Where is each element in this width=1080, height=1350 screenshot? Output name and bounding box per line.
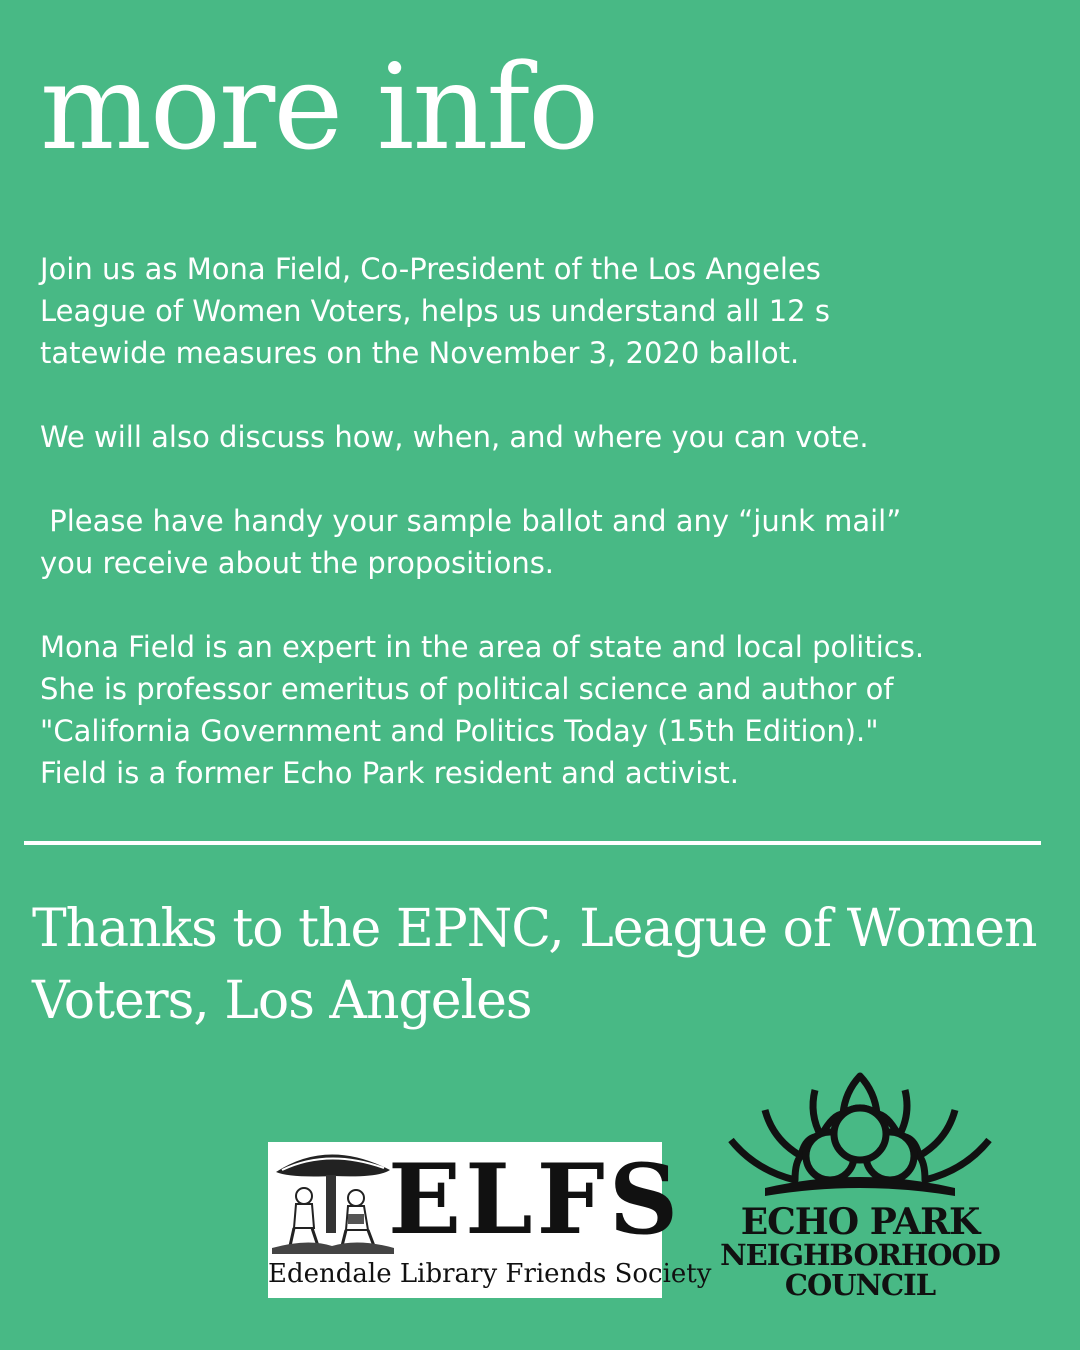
paragraph-sample-ballot (40, 500, 1050, 584)
page-title: more info (40, 38, 598, 176)
elfs-logo (268, 1142, 712, 1298)
lotus-flower-icon (725, 1070, 995, 1206)
text-line: "California Government and Politics Today (15th Edition)." (40, 714, 879, 748)
epnc-logo-text (715, 1201, 1005, 1302)
thanks-text (32, 893, 1052, 1037)
thanks-line: Thanks to the EPNC, League of Women (32, 899, 1037, 959)
divider (24, 841, 1041, 845)
text-line: tatewide measures on the November 3, 2020 ballot. (40, 336, 800, 370)
paragraph-speaker-bio (40, 626, 1050, 794)
text-line: League of Women Voters, helps us understand all 12 s (40, 294, 830, 328)
text-line: She is professor emeritus of political science and author of (40, 672, 894, 706)
text-line: Field is a former Echo Park resident and activist. (40, 756, 739, 790)
text-line: Please have handy your sample ballot and any “junk mail” (40, 504, 902, 538)
epnc-logo-line: NEIGHBORHOOD (720, 1238, 1000, 1272)
mushroom-readers-icon (268, 1142, 398, 1256)
elfs-logo-caption: Edendale Library Friends Society (268, 1259, 712, 1289)
epnc-logo-line: ECHO PARK (740, 1201, 980, 1243)
elfs-logo-letters: ELFS (388, 1143, 683, 1256)
text-line: you receive about the propositions. (40, 546, 555, 580)
paragraph-intro (40, 248, 1050, 374)
thanks-line: Voters, Los Angeles (32, 971, 532, 1031)
paragraph-voting (40, 416, 1050, 458)
text-line: Join us as Mona Field, Co-President of the Los Angeles (40, 252, 821, 286)
epnc-logo (715, 1070, 1005, 1300)
text-line: Mona Field is an expert in the area of state and local politics. (40, 630, 925, 664)
event-description (40, 248, 1050, 794)
text-line: We will also discuss how, when, and where you can vote. (40, 420, 869, 454)
epnc-logo-line: COUNCIL (784, 1268, 936, 1302)
